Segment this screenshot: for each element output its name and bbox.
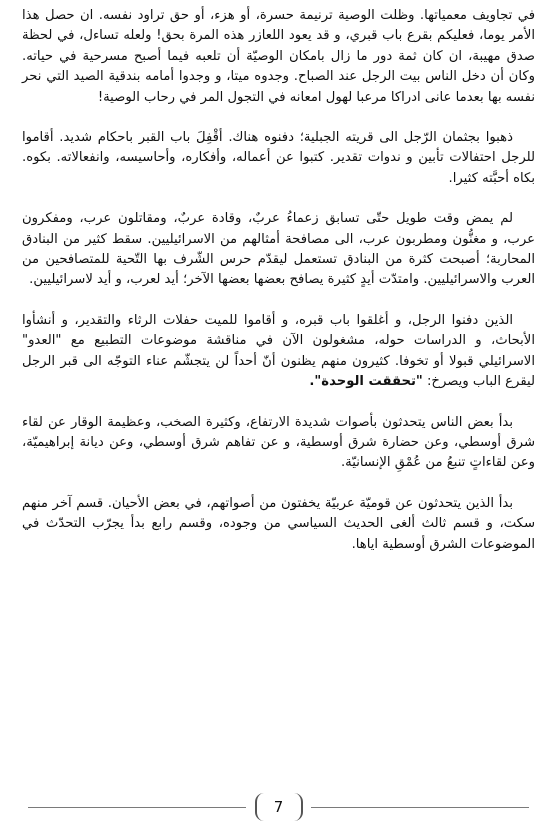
paragraph-4-text: الذين دفنوا الرجل، و أغلقوا باب قبره، و أقاموا للميت حفلات الرثاء والتقدير، و أنشأوا الأبحاث، و الدراسات حوله، مشغولون الآن في مناقشة موضوعات التطبيع مع "العدو" الاسرائيلي قبولا أو تخوفا. كثيرون منهم يظنون أنّ أحداً لن يتجشّم عناء التوجّه الى قبر الرجل ليقرع الباب ويصرخ:	[22, 312, 535, 390]
paragraph-4-emphasis: "تحققت الوحدة".	[309, 374, 423, 390]
paragraph-4	[22, 311, 535, 393]
page-number: 7	[255, 793, 303, 821]
paragraph-6: بدأ الذين يتحدثون عن قوميّة عربيّة يخفتون من أصواتهم، في بعض الأحيان. قسم آخر منهم سكت، و قسم ثالث ألغى الحديث السياسي من وجوده، وقسم رابع بدأ يجرّب التحدّث في الموضوعات الشرق أوسطية اياها.	[22, 495, 535, 552]
paragraph-3: لم يمض وقت طويل حتّى تسابق زعماءُ عربٌ، وقادة عربٌ، ومقاتلون عرب، ومفكرون عرب، و مغنُّون ومطربون عرب، الى مصافحة أمثالهم من الاسرائيليين. سقط كثير من البنادق المحاربة؛ أصبحت كثرة من البنادق تستعمل ليقدّم حرس الشّرف بها التّحية للمتصافحين من العرب والاسرائيليين. وامتدّت أيدٍ كثيرة يصافح بعضها بعضها الآخر؛ أيد لعرب، و أيد لاسرائيليين.	[22, 211, 535, 288]
paragraph-2: ذهبوا بجثمان الرّجل الى قريته الجبلية؛ دفنوه هناك. أقْفِلَ باب القبر باحكام شديد. أقاموا للرجل احتفالات تأبين و ندوات تقدير. كتبوا عن أعماله، وأفكاره، وأحاسيسه، وانفعالاته. بكوه. بكاه أحبَّته كثيرا.	[22, 130, 535, 186]
footer-divider-right	[311, 807, 529, 808]
paragraph-5: بدأ بعض الناس يتحدثون بأصوات شديدة الارتفاع، وكثيرة الصخب، وعظيمة الوقار عن لقاء شرق أوسطي، وعن حضارة شرق أوسطية، و عن تفاهم شرق أوسطي، وعن ديانة إبراهيميّة، وعن لقاءاتٍ تنبعُ من عُمْقِ الإنسانيّة.	[22, 414, 535, 471]
page-body	[22, 6, 535, 575]
paragraph-1: في تجاويف معمياتها. وظلت الوصية ترنيمة حسرة، أو هزء، أو حق تراود نفسه. ان حصل هذا الأمر يوما، فعليكم بقرع باب قبري، و قد يعود اللعازر هذه المرة بحق! ولعله تساءل، في لحظة صدق مهيبة، ان كان ثمة دور ما زال بامكان الوصيّة أن تلعبه فيما أصبح مسرحية في حياته. وكان أن دخل الناس بيت الرجل عند الصباح. وجدوه ميتا، و وجدوا أمامه بندقية الصيد التي نحر نفسه بها بعدما عانى ادراكا مرعبا لهول امعانه في التجول المر في رحاب الوصية!	[22, 8, 535, 105]
page-footer	[28, 793, 529, 823]
footer-divider-left	[28, 807, 246, 808]
